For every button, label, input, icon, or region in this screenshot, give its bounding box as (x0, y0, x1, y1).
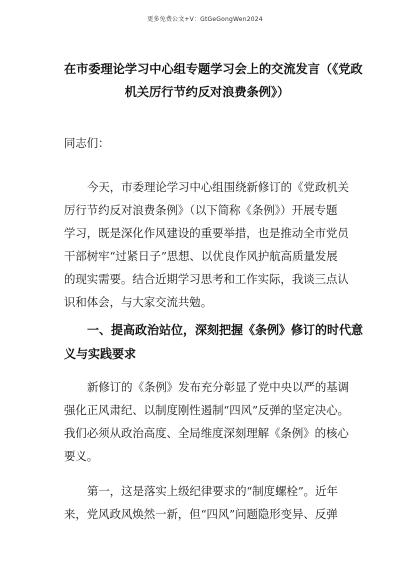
paragraph-1 (64, 176, 350, 314)
paragraph-line: 识和体会，与大家交流共勉。 (64, 295, 213, 309)
section-heading-1 (64, 318, 364, 366)
title-line-1: 在市委理论学习中心组专题学习会上的交流发言（《党政 (64, 62, 363, 76)
paragraph-line: 新修订的《条例》发布充分彰显了党中央以严的基调 (87, 380, 349, 394)
paragraph-line: 我们必须从政治高度、全局维度深刻理解《条例》的核心 (64, 426, 349, 440)
header-note: 更多免费公文+V：GtGeGongWen2024 (147, 16, 263, 23)
heading-line: 义与实践要求 (64, 347, 137, 361)
document-title (64, 58, 363, 104)
paragraph-line: 今天，市委理论学习中心组围绕新修订的《党政机关 (87, 180, 349, 194)
paragraph-2 (64, 376, 350, 468)
paragraph-line: 的现实需要。结合近期学习思考和工作实际，我谈三点认 (64, 272, 349, 286)
paragraph-line: 强化正风肃纪、以制度刚性遏制“四风”反弹的坚定决心。 (64, 403, 350, 417)
heading-line: 一、提高政治站位，深刻把握《条例》修订的时代意 (87, 323, 364, 337)
paragraph-line: 厉行节约反对浪费条例》（以下简称《条例》）开展专题 (64, 203, 338, 217)
paragraph-3 (64, 480, 350, 526)
paragraph-line: 第一，这是落实上级纪律要求的“制度螺栓”。近年 (87, 484, 338, 498)
salutation-text: 同志们： (64, 136, 110, 150)
title-line-2: 机关厉行节约反对浪费条例》） (124, 85, 290, 99)
paragraph-line: 要义。 (64, 449, 99, 463)
salutation (64, 132, 350, 155)
paragraph-line: 干部树牢“过紧日子”思想、以优良作风护航高质量发展 (64, 249, 338, 263)
paragraph-line: 学习，既是深化作风建设的重要举措，也是推动全市党员 (64, 226, 349, 240)
paragraph-line: 来，党风政风焕然一新，但“四风”问题隐形变异、反弹 (64, 507, 338, 521)
